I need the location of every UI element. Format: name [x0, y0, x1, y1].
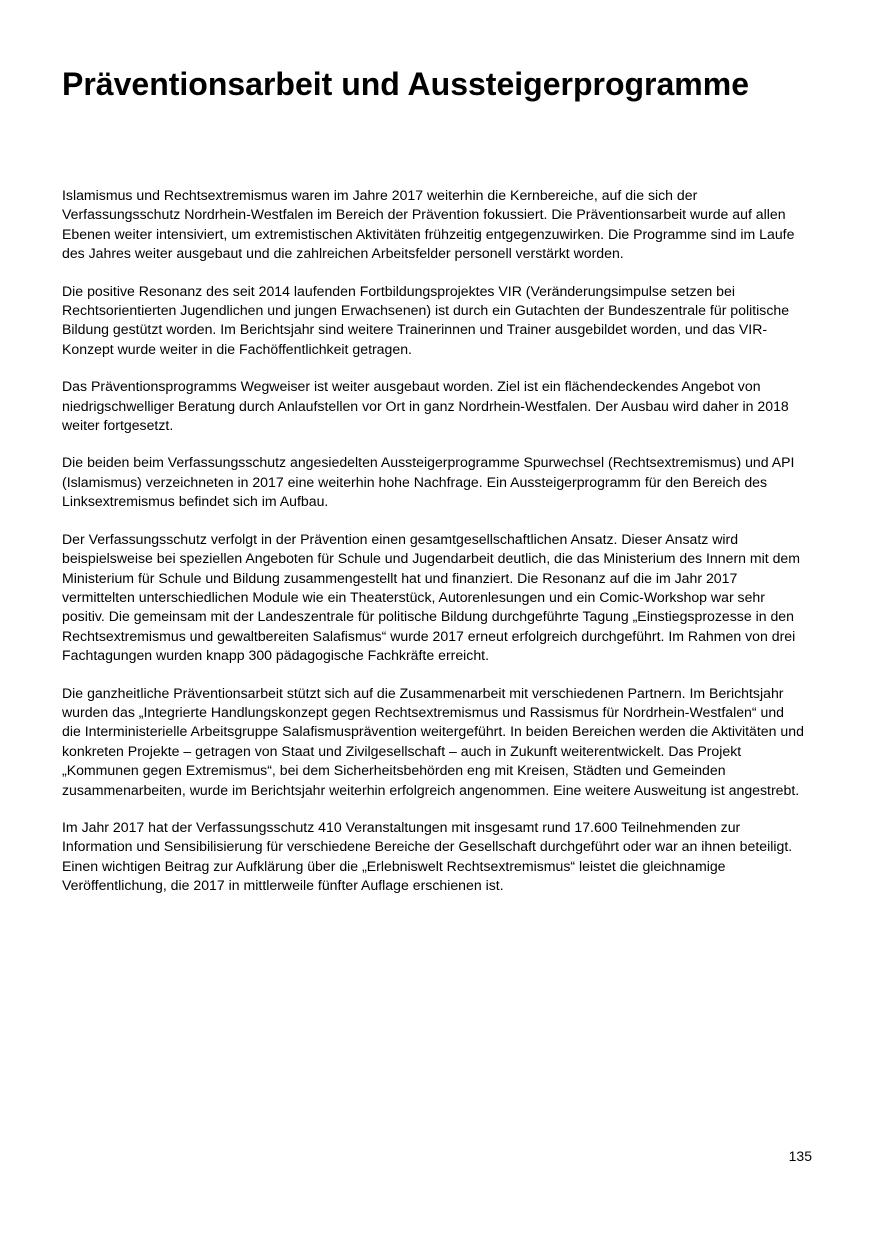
page-number: 135 — [788, 1148, 812, 1164]
paragraph-5: Der Verfassungsschutz verfolgt in der Prävention einen gesamtgesellschaftlichen Ansatz. Dieser Ansatz wird beispielsweise bei speziellen Angeboten für Schule und Jugendarbeit deutlich, die das Ministerium des Innern mit dem Ministerium für Schule und Bildung zusammengestellt hat und finanziert. Die Resonanz auf die im Jahr 2017 vermittelten unterschiedlichen Module wie ein Theaterstück, Autorenlesungen und ein Comic-Workshop war sehr positiv. Die gemeinsam mit der Landeszentrale für politische Bildung durchgeführte Tagung „Einstiegsprozesse in den Rechtsextremismus und gewaltbereiten Salafismus“ wurde 2017 erneut erfolgreich durchgeführt. Im Rahmen von drei Fachtagungen wurden knapp 300 pädagogische Fachkräfte erreicht. — [62, 530, 801, 664]
paragraph-1: Islamismus und Rechtsextremismus waren im Jahre 2017 weiterhin die Kernbereiche, auf die sich der Verfassungsschutz Nordrhein-Westfalen im Bereich der Prävention fokussiert. Die Präventionsarbeit wurde auf allen Ebenen weiter intensiviert, um extremistischen Aktivitäten frühzeitig entgegenzuwirken. Die Programme sind im Laufe des Jahres weiter ausgebaut und die zahlreichen Arbeitsfelder personell verstärkt worden. — [62, 187, 795, 262]
body-text — [62, 186, 806, 914]
paragraph-7: Im Jahr 2017 hat der Verfassungsschutz 410 Veranstaltungen mit insgesamt rund 17.600 Teilnehmenden zur Information und Sensibilisierung für verschiedene Bereiche der Gesellschaft durchgeführt oder war an ihnen beteiligt. Einen wichtigen Beitrag zur Aufklärung über die „Erlebniswelt Rechtsextremismus“ leistet die gleichnamige Veröffentlichung, die 2017 in mittlerweile fünfter Auflage erschienen ist. — [62, 818, 793, 894]
paragraph-4: Die beiden beim Verfassungsschutz angesiedelten Aussteigerprogramme Spurwechsel (Rechtsextremismus) und API (Islamismus) verzeichneten in 2017 eine weiterhin hohe Nachfrage. Ein Aussteigerprogramm für den Bereich des Linksextremismus befindet sich im Aufbau. — [62, 454, 795, 510]
paragraph-2: Die positive Resonanz des seit 2014 laufenden Fortbildungsprojektes VIR (Veränderungsimpulse setzen bei Rechtsorientierten Jugendlichen und jungen Erwachsenen) ist durch ein Gutachten der Bundeszentrale für politische Bildung gestützt worden. Im Berichtsjahr sind weitere Trainerinnen und Trainer ausgebildet worden, und das VIR-Konzept wurde weiter in die Fachöffentlichkeit getragen. — [62, 282, 790, 357]
paragraph-6: Die ganzheitliche Präventionsarbeit stützt sich auf die Zusammenarbeit mit verschiedenen Partnern. Im Berichtsjahr wurden das „Integrierte Handlungskonzept gegen Rechtsextremismus und Rassismus für Nordrhein-Westfalen“ und die Interministerielle Arbeitsgruppe Salafismusprävention weitergeführt. In beiden Bereichen werden die Aktivitäten und konkreten Projekte – getragen von Staat und Zivilgesellschaft – auch in Zukunft weiterentwickelt. Das Projekt „Kommunen gegen Extremismus“, bei dem Sicherheitsbehörden eng mit Kreisen, Städten und Gemeinden zusammenarbeiten, wurde im Berichtsjahr weiterhin erfolgreich angenommen. Eine weitere Ausweitung ist angestrebt. — [62, 684, 804, 798]
paragraph-3: Das Präventionsprogramms Wegweiser ist weiter ausgebaut worden. Ziel ist ein flächendeckendes Angebot von niedrigschwelliger Beratung durch Anlaufstellen vor Ort in ganz Nordrhein-Westfalen. Der Ausbau wird daher in 2018 weiter fortgesetzt. — [62, 378, 789, 434]
page-title: Präventionsarbeit und Aussteigerprogramme — [62, 66, 749, 102]
